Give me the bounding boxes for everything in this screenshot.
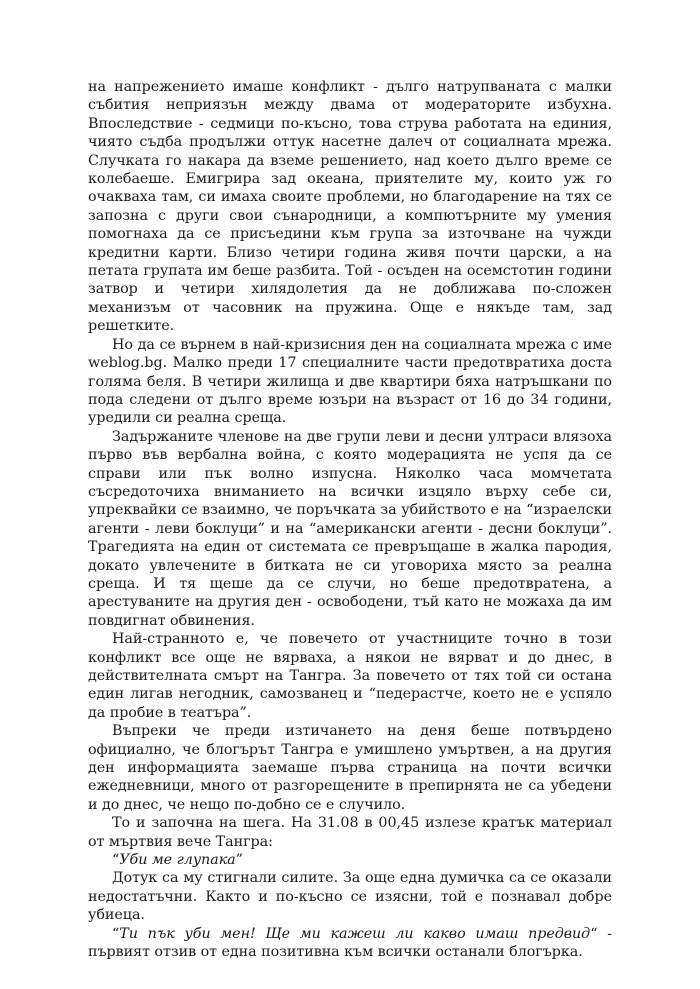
paragraph-2 (88, 336, 612, 428)
paragraph-4-text: Най-странното е, че повечето от участниците точно в този конфликт все още не вярваха, а някои не вярват и до днес, в действителната смърт на Тангра. За повечето от тях той си остана един лигав негодник, самозванец и “педерастче, което не е успяло да пробие в театъра”. (88, 631, 612, 721)
paragraph-3-text: Задържаните членове на две групи леви и десни ултраси влязоха първо във вербална война, с която модерацията не успя да се справи или пък волно изпусна. Няколко часа момчетата съсредоточиха вниманието на всички изцяло върху себе си, упреквайки се взаимно, че поръчката за убийството е на “израелски агенти - леви боклуци” и на “американски агенти - десни боклуци”. Трагедията на един от системата се превръщаше в жалка пародия, докато увлечените в битката не си уговориха място за реална среща. И тя щеше да се случи, но беше предотвратена, а арестуваните на другия ден - освободени, тъй като не можаха да им повдигнат обвинения. (88, 428, 612, 629)
paragraph-1-text: на напрежението имаше конфликт - дълго натрупваната с малки събития неприязън между двама от модераторите избухна. Впоследствие - седмици по-късно, това струва работата на единия, чиято съдба продължи оттук насетне далеч от социалната мрежа. Случката го накара да вземе решението, над което дълго време се колебаеше. Емигрира зад океана, приятелите му, които уж го очакваха там, си имаха своите проблеми, но благодарение на тях се запозна с други свои сънародници, а компютърните му умения помогнаха да се присъедини към група за източване на чужди кредитни карти. Близо четири година живя почти царски, а на петата групата им беше разбита. Той - осъден на осемстотин години затвор и четири хилядолетия да не доближава по-сложен механизъм от часовник на пружина. Още е някъде там, зад решетките. (88, 79, 612, 335)
paragraph-8-text: Дотук са му стигнали силите. За още една думичка са се оказали недостатъчни. Както и по-късно се изясни, той е познавал добре убиеца. (88, 870, 612, 924)
paragraph-5-text: Въпреки че преди изтичането на деня беше потвърдено официално, че блогърът Тангра е умишлено умъртвен, а на другия ден информацията заемаше първа страница на почти всички ежедневници, много от разгорещените в препирнята не са убедени и до днес, че нещо по-добно се е случило. (88, 723, 612, 813)
quote-line (88, 851, 612, 869)
quote-text: Уби ме глупака (119, 852, 236, 869)
paragraph-6 (88, 814, 612, 851)
quote-open-mark: “ (112, 852, 120, 869)
paragraph-3 (88, 428, 612, 630)
paragraph-6-text: То и започна на шега. На 31.08 в 00,45 излезе кратък материал от мъртвия вече Тангра: (88, 815, 612, 850)
paragraph-9-text: - първият отзив от една позитивна към всички останали блогърка. (88, 925, 613, 961)
document-page (88, 78, 612, 962)
paragraph-9 (88, 925, 612, 962)
paragraph-5 (88, 722, 612, 814)
paragraph-9-quote: Ти пък уби мен! Ще ми кажеш ли какво имаш предвид (119, 925, 591, 942)
paragraph-4 (88, 630, 612, 722)
paragraph-9-close-mark: “ (590, 925, 598, 942)
paragraph-8 (88, 869, 612, 924)
paragraph-9-open-mark: “ (112, 925, 120, 942)
quote-close-mark: ” (235, 852, 243, 869)
paragraph-2-text: Но да се върнем в най-кризисния ден на социалната мрежа с име weblog.bg. Малко преди 17 специалните части предотвратиха доста голяма беля. В четири жилища и две квартири бяха натръшкани по пода следени от дълго време юзъри на възраст от 16 до 34 години, уредили си реална среща. (88, 336, 612, 427)
paragraph-1 (88, 78, 612, 336)
